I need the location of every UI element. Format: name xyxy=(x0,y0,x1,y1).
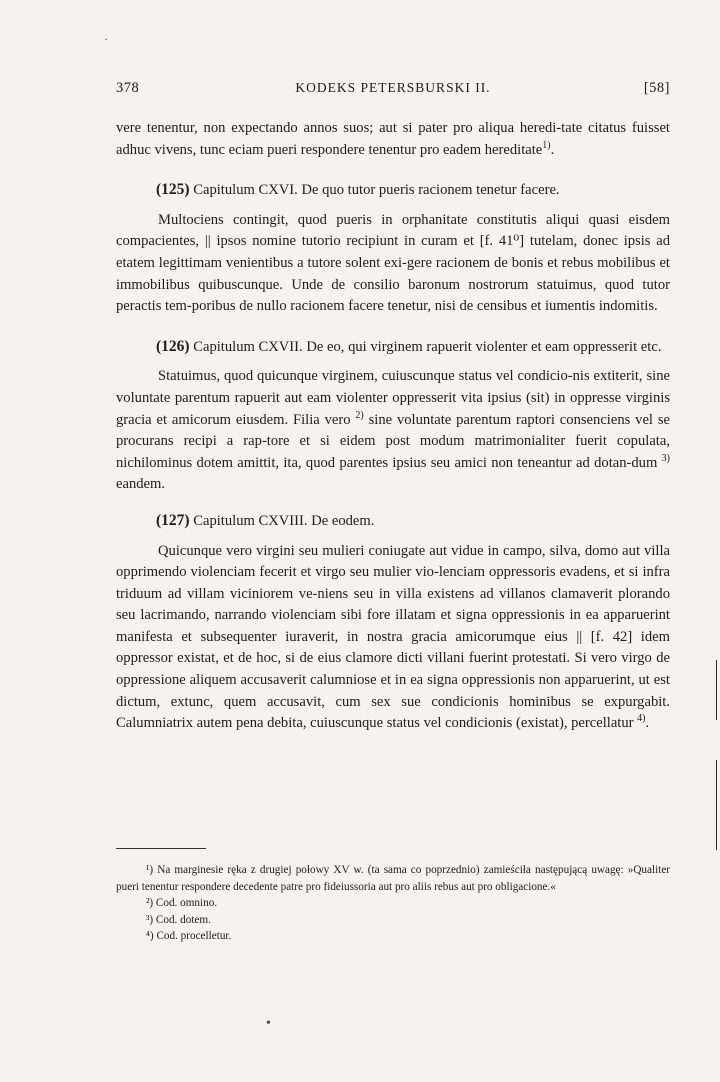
chapter-title: Capitulum CXVII. De eo, qui virginem rapuerit violenter et eam oppresserit etc. xyxy=(193,338,662,355)
chapter-number: (127) xyxy=(156,511,190,529)
chapter-text-127 xyxy=(116,541,670,735)
footnote-1 xyxy=(116,862,670,895)
running-header xyxy=(116,80,670,102)
footnote-2 xyxy=(116,895,670,912)
footnote-text: Cod. dotem. xyxy=(155,913,211,926)
chapter-text-part: Quicunque vero virgini seu mulieri coniugate aut vidue in campo, silva, domo aut villa opprimendo violenciam fecerit et virgo seu mulier vio-lenciam oppressoris evadens, et si infra triduum ad villam viciniorem ve-niens seu in villa existens ad villanos clamaverit plorando seu lacrimando, narrando violenciam sibi fore illatam et signa oppressionis in ea apparuerint manifesta et subsequenter iuraverit, in nostra gracia amicorumque eius || [f. 42] idem oppressor existat, et de hoc, si de eius clamore dicti villani fuerint protestati. Si vero virgo de oppressione aliquem accusaverit calumniose et in ea signa oppressionis non apparuerint, ut est dictum, extunc, quem accusavit, cum sex sue condicionis hominibus se expurgabit. Calumniatrix autem pena debita, cuiuscunque status vel condicionis (existat), percellatur xyxy=(116,542,670,732)
footnotes xyxy=(116,862,670,945)
chapter-number: (125) xyxy=(156,181,190,199)
section-number: [58] xyxy=(643,80,670,96)
chapter-text-126 xyxy=(116,366,670,496)
intro-text: vere tenentur, non expectando annos suos; aut si pater pro aliqua heredi-tate citatus fuisset adhuc vivens, tunc eciam pueri respondere tenentur pro eadem hereditate xyxy=(116,120,670,158)
intro-paragraph xyxy=(116,118,670,161)
intro-end: . xyxy=(550,141,555,158)
chapter-text-part: sine voluntate parentum raptori consenciens vel se procurans recipi a rap-tore et si eidem post modum matrimonialiter fuerit copulata, nichilominus dotem amittit, ita, quod parentes ipsius seu amici non teneantur ad dotan-dum xyxy=(116,411,670,471)
footnote-mark: ⁴) xyxy=(146,930,154,943)
footnote-ref-1: 1) xyxy=(542,139,551,151)
footnote-ref-4: 4) xyxy=(637,713,646,725)
footnote-mark: ¹) xyxy=(146,864,154,876)
footnote-divider xyxy=(116,848,206,849)
bottom-speck: • xyxy=(266,1016,271,1031)
chapter-text-125: Multociens contingit, quod pueris in orphanitate constitutis aliqui quasi eisdem compacientes, || ipsos nomine tutorio recipiunt in curam et [f. 41⁰] tutelam, donec ipsis ad etatem legittimam venientibus a tutore solent exi-gere racionem de bonis et rebus mobilibus et immobilibus quibuscunque. Unde de consilio baronum nostrorum statuimus, quod tutor peractis tem-poribus de nullo racionem facere tenetur, nisi de censibus et iumentis indomitis. xyxy=(116,211,670,315)
chapter-number: (126) xyxy=(156,337,190,355)
chapter-title: Capitulum CXVI. De quo tutor pueris racionem tenetur facere. xyxy=(193,182,560,199)
chapter-heading-125 xyxy=(156,179,670,202)
chapter-text-end: . xyxy=(645,715,650,732)
footnote-mark: ²) xyxy=(146,897,154,910)
footnote-text: Cod. omnino. xyxy=(155,897,218,910)
footnote-ref-2: 2) xyxy=(355,409,364,421)
chapter-title: Capitulum CXVIII. De eodem. xyxy=(193,512,375,529)
footnote-text: Cod. procelletur. xyxy=(156,930,232,943)
running-title: KODEKS PETERSBURSKI II. xyxy=(295,80,491,95)
page-number: 378 xyxy=(116,80,140,96)
chapter-text-part: eandem. xyxy=(116,476,166,493)
footnote-ref-3: 3) xyxy=(661,452,670,464)
footnote-text: Na marginesie ręka z drugiej połowy XV w. (ta sama co poprzednio) zamieściła następującą uwagę: »Qualiter pueri tenentur respondere decedente patre pro fideiussoria aut pro aliis rebus aut pro obligacione.« xyxy=(116,864,671,893)
footnote-mark: ³) xyxy=(146,913,154,926)
chapter-text-part: Statuimus, quod quicunque virginem, cuiuscunque status vel condicio-nis extiterit, sine voluntate parentum rapuerit aut eam violenter oppresserit vita ipsius (sit) in oppresse virginis gracia et amicorum eiusdem. Filia vero xyxy=(116,368,670,428)
footnote-3 xyxy=(116,912,670,929)
chapter-heading-126 xyxy=(156,336,670,359)
main-text xyxy=(116,118,670,735)
chapter-heading-127 xyxy=(156,510,670,533)
scan-edge-mark xyxy=(716,660,717,720)
footnote-4 xyxy=(116,928,670,945)
top-speck: · xyxy=(104,32,108,46)
scan-edge-mark xyxy=(716,760,717,850)
